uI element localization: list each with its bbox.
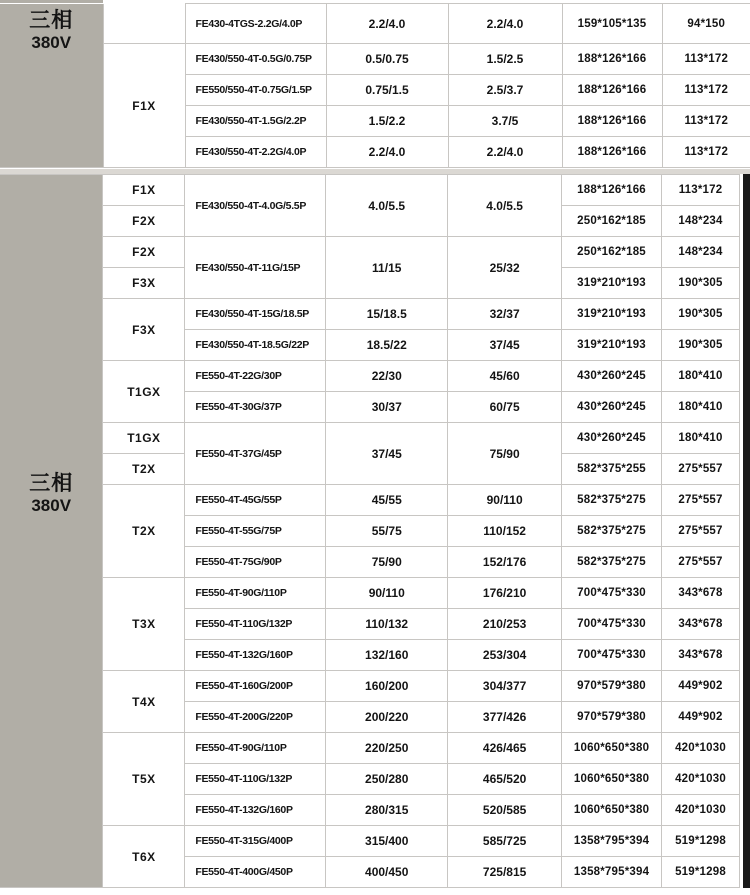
dims-cell: 700*475*330 <box>562 609 662 640</box>
dims-cell: 1358*795*394 <box>562 826 662 857</box>
power-cell: 2.2/4.0 <box>326 137 448 168</box>
power-cell: 37/45 <box>326 423 448 485</box>
dims-cell: 430*260*245 <box>562 361 662 392</box>
table-row <box>0 578 740 609</box>
dims-cell: 319*210*193 <box>562 299 662 330</box>
table-row <box>0 485 740 516</box>
mount-cell: 148*234 <box>662 237 740 268</box>
current-cell: 3.7/5 <box>448 106 562 137</box>
model-cell: FE430/550-4T-4.0G/5.5P <box>185 175 326 237</box>
power-cell: 132/160 <box>326 640 448 671</box>
current-cell: 32/37 <box>448 299 562 330</box>
table-row <box>0 175 740 206</box>
dims-cell: 319*210*193 <box>562 268 662 299</box>
dims-cell: 582*375*275 <box>562 547 662 578</box>
power-cell: 75/90 <box>326 547 448 578</box>
main-section-wrap <box>0 174 750 888</box>
table-row <box>0 733 740 764</box>
mount-cell: 519*1298 <box>662 826 740 857</box>
mount-cell: 343*678 <box>662 578 740 609</box>
current-cell: 585/725 <box>448 826 562 857</box>
power-cell: 0.5/0.75 <box>326 44 448 75</box>
dims-cell: 1358*795*394 <box>562 857 662 888</box>
mount-cell: 113*172 <box>662 137 750 168</box>
model-cell: FE430/550-4T-1.5G/2.2P <box>185 106 326 137</box>
current-cell: 2.5/3.7 <box>448 75 562 106</box>
dims-cell: 188*126*166 <box>562 106 662 137</box>
voltage-class-cell <box>0 4 103 168</box>
power-cell: 18.5/22 <box>326 330 448 361</box>
page-right-edge-strip <box>743 174 750 888</box>
power-cell: 4.0/5.5 <box>326 175 448 237</box>
mount-cell: 180*410 <box>662 423 740 454</box>
model-cell: FE550-4T-110G/132P <box>185 764 326 795</box>
frame-cell: T1GX <box>103 423 185 454</box>
mount-cell: 113*172 <box>662 44 750 75</box>
model-cell: FE430/550-4T-2.2G/4.0P <box>185 137 326 168</box>
frame-cell: T1GX <box>103 361 185 423</box>
dims-cell: 188*126*166 <box>562 75 662 106</box>
mount-cell: 275*557 <box>662 547 740 578</box>
mount-cell: 449*902 <box>662 702 740 733</box>
dims-cell: 582*375*275 <box>562 516 662 547</box>
model-cell: FE430/550-4T-0.5G/0.75P <box>185 44 326 75</box>
mount-cell: 180*410 <box>662 392 740 423</box>
mount-cell: 113*172 <box>662 106 750 137</box>
dims-cell: 430*260*245 <box>562 392 662 423</box>
mount-cell: 275*557 <box>662 516 740 547</box>
dims-cell: 970*579*380 <box>562 671 662 702</box>
mount-cell: 275*557 <box>662 485 740 516</box>
current-cell: 2.2/4.0 <box>448 4 562 44</box>
model-cell: FE550-4T-22G/30P <box>185 361 326 392</box>
current-cell: 1.5/2.5 <box>448 44 562 75</box>
mount-cell: 113*172 <box>662 175 740 206</box>
model-cell: FE550-4T-90G/110P <box>185 733 326 764</box>
power-cell: 315/400 <box>326 826 448 857</box>
frame-cell: T4X <box>103 671 185 733</box>
power-cell: 110/132 <box>326 609 448 640</box>
model-cell: FE430/550-4T-15G/18.5P <box>185 299 326 330</box>
model-cell: FE550-4T-110G/132P <box>185 609 326 640</box>
model-cell: FE550/550-4T-0.75G/1.5P <box>185 75 326 106</box>
current-cell: 2.2/4.0 <box>448 137 562 168</box>
voltage-label-line1: 三相 <box>29 472 74 495</box>
voltage-class-cell <box>0 175 103 888</box>
voltage-label-line2: 380V <box>31 496 72 515</box>
dims-cell: 319*210*193 <box>562 330 662 361</box>
current-cell: 253/304 <box>448 640 562 671</box>
mount-cell: 113*172 <box>662 75 750 106</box>
table-row <box>0 237 740 268</box>
current-cell: 304/377 <box>448 671 562 702</box>
model-cell: FE550-4T-315G/400P <box>185 826 326 857</box>
frame-cell: T5X <box>103 733 185 826</box>
mount-cell: 190*305 <box>662 299 740 330</box>
table-row <box>0 299 740 330</box>
mount-cell: 519*1298 <box>662 857 740 888</box>
current-cell: 25/32 <box>448 237 562 299</box>
dims-cell: 1060*650*380 <box>562 733 662 764</box>
power-cell: 400/450 <box>326 857 448 888</box>
frame-cell <box>103 4 185 44</box>
dims-cell: 582*375*255 <box>562 454 662 485</box>
frame-cell: T2X <box>103 485 185 578</box>
model-cell: FE430/550-4T-11G/15P <box>185 237 326 299</box>
current-cell: 60/75 <box>448 392 562 423</box>
table-row <box>0 44 750 75</box>
dims-cell: 1060*650*380 <box>562 764 662 795</box>
model-cell: FE550-4T-200G/220P <box>185 702 326 733</box>
current-cell: 520/585 <box>448 795 562 826</box>
mount-cell: 449*902 <box>662 671 740 702</box>
current-cell: 4.0/5.5 <box>448 175 562 237</box>
model-cell: FE550-4T-30G/37P <box>185 392 326 423</box>
model-cell: FE550-4T-45G/55P <box>185 485 326 516</box>
model-cell: FE550-4T-132G/160P <box>185 795 326 826</box>
current-cell: 426/465 <box>448 733 562 764</box>
dims-cell: 188*126*166 <box>562 137 662 168</box>
mount-cell: 190*305 <box>662 268 740 299</box>
table-row <box>0 361 740 392</box>
frame-cell: T2X <box>103 454 185 485</box>
model-cell: FE550-4T-75G/90P <box>185 547 326 578</box>
power-cell: 0.75/1.5 <box>326 75 448 106</box>
power-cell: 22/30 <box>326 361 448 392</box>
power-cell: 90/110 <box>326 578 448 609</box>
power-cell: 160/200 <box>326 671 448 702</box>
current-cell: 110/152 <box>448 516 562 547</box>
current-cell: 37/45 <box>448 330 562 361</box>
mount-cell: 420*1030 <box>662 764 740 795</box>
current-cell: 45/60 <box>448 361 562 392</box>
table-row <box>0 4 750 44</box>
frame-cell: F2X <box>103 206 185 237</box>
dims-cell: 188*126*166 <box>562 44 662 75</box>
power-cell: 15/18.5 <box>326 299 448 330</box>
model-cell: FE550-4T-90G/110P <box>185 578 326 609</box>
dims-cell: 970*579*380 <box>562 702 662 733</box>
power-cell: 2.2/4.0 <box>326 4 448 44</box>
spec-table-main-section <box>0 174 740 888</box>
power-cell: 250/280 <box>326 764 448 795</box>
dims-cell: 582*375*275 <box>562 485 662 516</box>
model-cell: FE430/550-4T-18.5G/22P <box>185 330 326 361</box>
spec-table-top-section <box>0 3 750 168</box>
frame-cell: F2X <box>103 237 185 268</box>
table-row <box>0 671 740 702</box>
power-cell: 30/37 <box>326 392 448 423</box>
mount-cell: 148*234 <box>662 206 740 237</box>
model-cell: FE550-4T-160G/200P <box>185 671 326 702</box>
dims-cell: 1060*650*380 <box>562 795 662 826</box>
dims-cell: 188*126*166 <box>562 175 662 206</box>
power-cell: 55/75 <box>326 516 448 547</box>
mount-cell: 343*678 <box>662 609 740 640</box>
voltage-label-line1: 三相 <box>29 8 74 32</box>
frame-cell: T3X <box>103 578 185 671</box>
mount-cell: 275*557 <box>662 454 740 485</box>
current-cell: 725/815 <box>448 857 562 888</box>
power-cell: 280/315 <box>326 795 448 826</box>
frame-cell: T6X <box>103 826 185 888</box>
frame-cell: F3X <box>103 299 185 361</box>
current-cell: 176/210 <box>448 578 562 609</box>
power-cell: 220/250 <box>326 733 448 764</box>
model-cell: FE430-4TGS-2.2G/4.0P <box>185 4 326 44</box>
frame-cell: F1X <box>103 44 185 168</box>
dims-cell: 700*475*330 <box>562 578 662 609</box>
frame-cell: F3X <box>103 268 185 299</box>
model-cell: FE550-4T-132G/160P <box>185 640 326 671</box>
table-row <box>0 423 740 454</box>
voltage-label-line2: 380V <box>31 32 72 52</box>
table-row <box>0 826 740 857</box>
model-cell: FE550-4T-400G/450P <box>185 857 326 888</box>
power-cell: 45/55 <box>326 485 448 516</box>
mount-cell: 343*678 <box>662 640 740 671</box>
mount-cell: 180*410 <box>662 361 740 392</box>
current-cell: 377/426 <box>448 702 562 733</box>
mount-cell: 94*150 <box>662 4 750 44</box>
mount-cell: 190*305 <box>662 330 740 361</box>
model-cell: FE550-4T-55G/75P <box>185 516 326 547</box>
model-cell: FE550-4T-37G/45P <box>185 423 326 485</box>
current-cell: 465/520 <box>448 764 562 795</box>
dims-cell: 159*105*135 <box>562 4 662 44</box>
current-cell: 90/110 <box>448 485 562 516</box>
dims-cell: 700*475*330 <box>562 640 662 671</box>
frame-cell: F1X <box>103 175 185 206</box>
current-cell: 210/253 <box>448 609 562 640</box>
dims-cell: 250*162*185 <box>562 206 662 237</box>
dims-cell: 250*162*185 <box>562 237 662 268</box>
power-cell: 11/15 <box>326 237 448 299</box>
dims-cell: 430*260*245 <box>562 423 662 454</box>
current-cell: 152/176 <box>448 547 562 578</box>
mount-cell: 420*1030 <box>662 795 740 826</box>
current-cell: 75/90 <box>448 423 562 485</box>
mount-cell: 420*1030 <box>662 733 740 764</box>
power-cell: 200/220 <box>326 702 448 733</box>
power-cell: 1.5/2.2 <box>326 106 448 137</box>
